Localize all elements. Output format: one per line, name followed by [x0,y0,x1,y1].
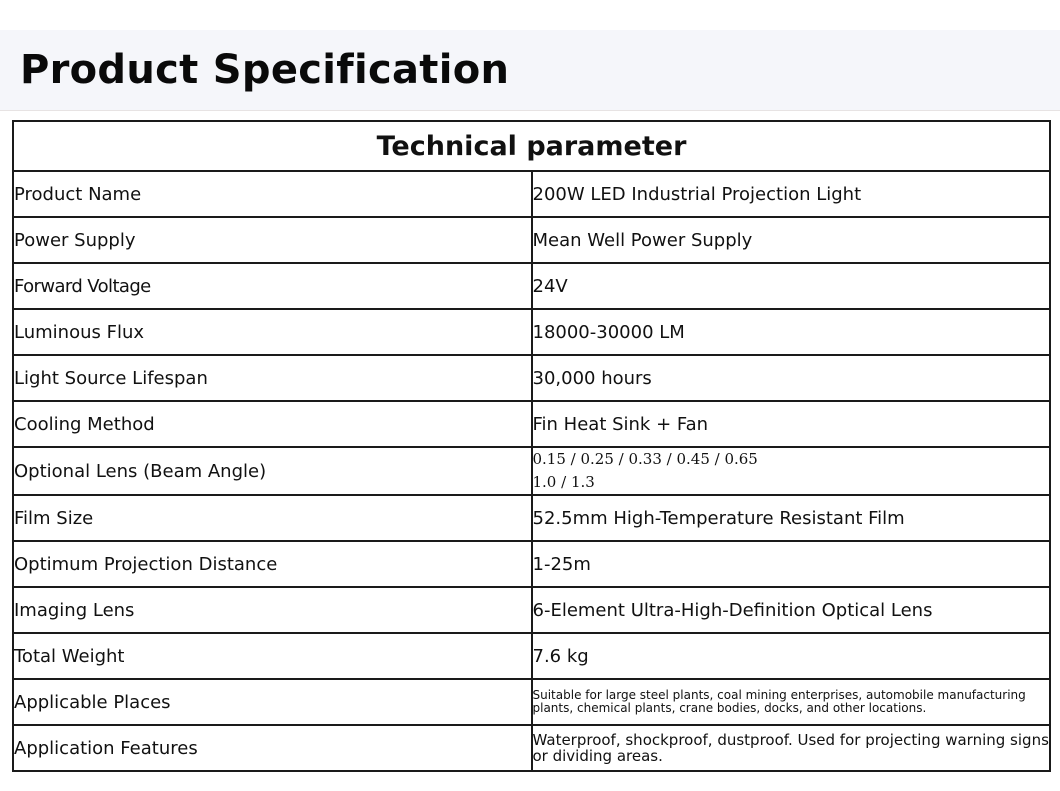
table-row [13,679,1050,725]
param-label: Application Features [13,725,532,771]
param-label: Forward Voltage [13,263,532,309]
param-label: Power Supply [13,217,532,263]
beam-angle-line-2: 1.0 / 1.3 [532,473,595,491]
spec-table [12,120,1051,772]
page-title: Product Specification [20,47,510,93]
param-label: Cooling Method [13,401,532,447]
table-row [13,541,1050,587]
param-value: 6-Element Ultra-High-Definition Optical Lens [532,587,1051,633]
table-row [13,171,1050,217]
table-row [13,587,1050,633]
table-row [13,263,1050,309]
param-label: Applicable Places [13,679,532,725]
param-value: 30,000 hours [532,355,1051,401]
table-row [13,725,1050,771]
table-row [13,401,1050,447]
table-row [13,309,1050,355]
table-heading: Technical parameter [13,121,1050,171]
param-value: Mean Well Power Supply [532,217,1051,263]
param-value: Fin Heat Sink + Fan [532,401,1051,447]
table-row [13,495,1050,541]
param-value: Suitable for large steel plants, coal mining enterprises, automobile manufacturing plants, chemical plants, crane bodies, docks, and other locations. [532,679,1051,725]
param-value: Waterproof, shockproof, dustproof. Used for projecting warning signs or dividing areas. [532,725,1051,771]
param-label: Light Source Lifespan [13,355,532,401]
beam-angle-line-1: 0.15 / 0.25 / 0.33 / 0.45 / 0.65 [532,450,758,468]
param-label: Optimum Projection Distance [13,541,532,587]
param-label: Product Name [13,171,532,217]
param-value [532,447,1051,495]
param-value: 24V [532,263,1051,309]
param-label: Luminous Flux [13,309,532,355]
param-value: 52.5mm High-Temperature Resistant Film [532,495,1051,541]
param-value: 18000-30000 LM [532,309,1051,355]
param-value: 7.6 kg [532,633,1051,679]
table-row [13,355,1050,401]
param-value: 1-25m [532,541,1051,587]
param-value: 200W LED Industrial Projection Light [532,171,1051,217]
table-row [13,633,1050,679]
table-heading-row [13,121,1050,171]
param-label: Imaging Lens [13,587,532,633]
param-label: Total Weight [13,633,532,679]
table-row [13,447,1050,495]
param-label: Optional Lens (Beam Angle) [13,447,532,495]
table-row [13,217,1050,263]
param-label: Film Size [13,495,532,541]
